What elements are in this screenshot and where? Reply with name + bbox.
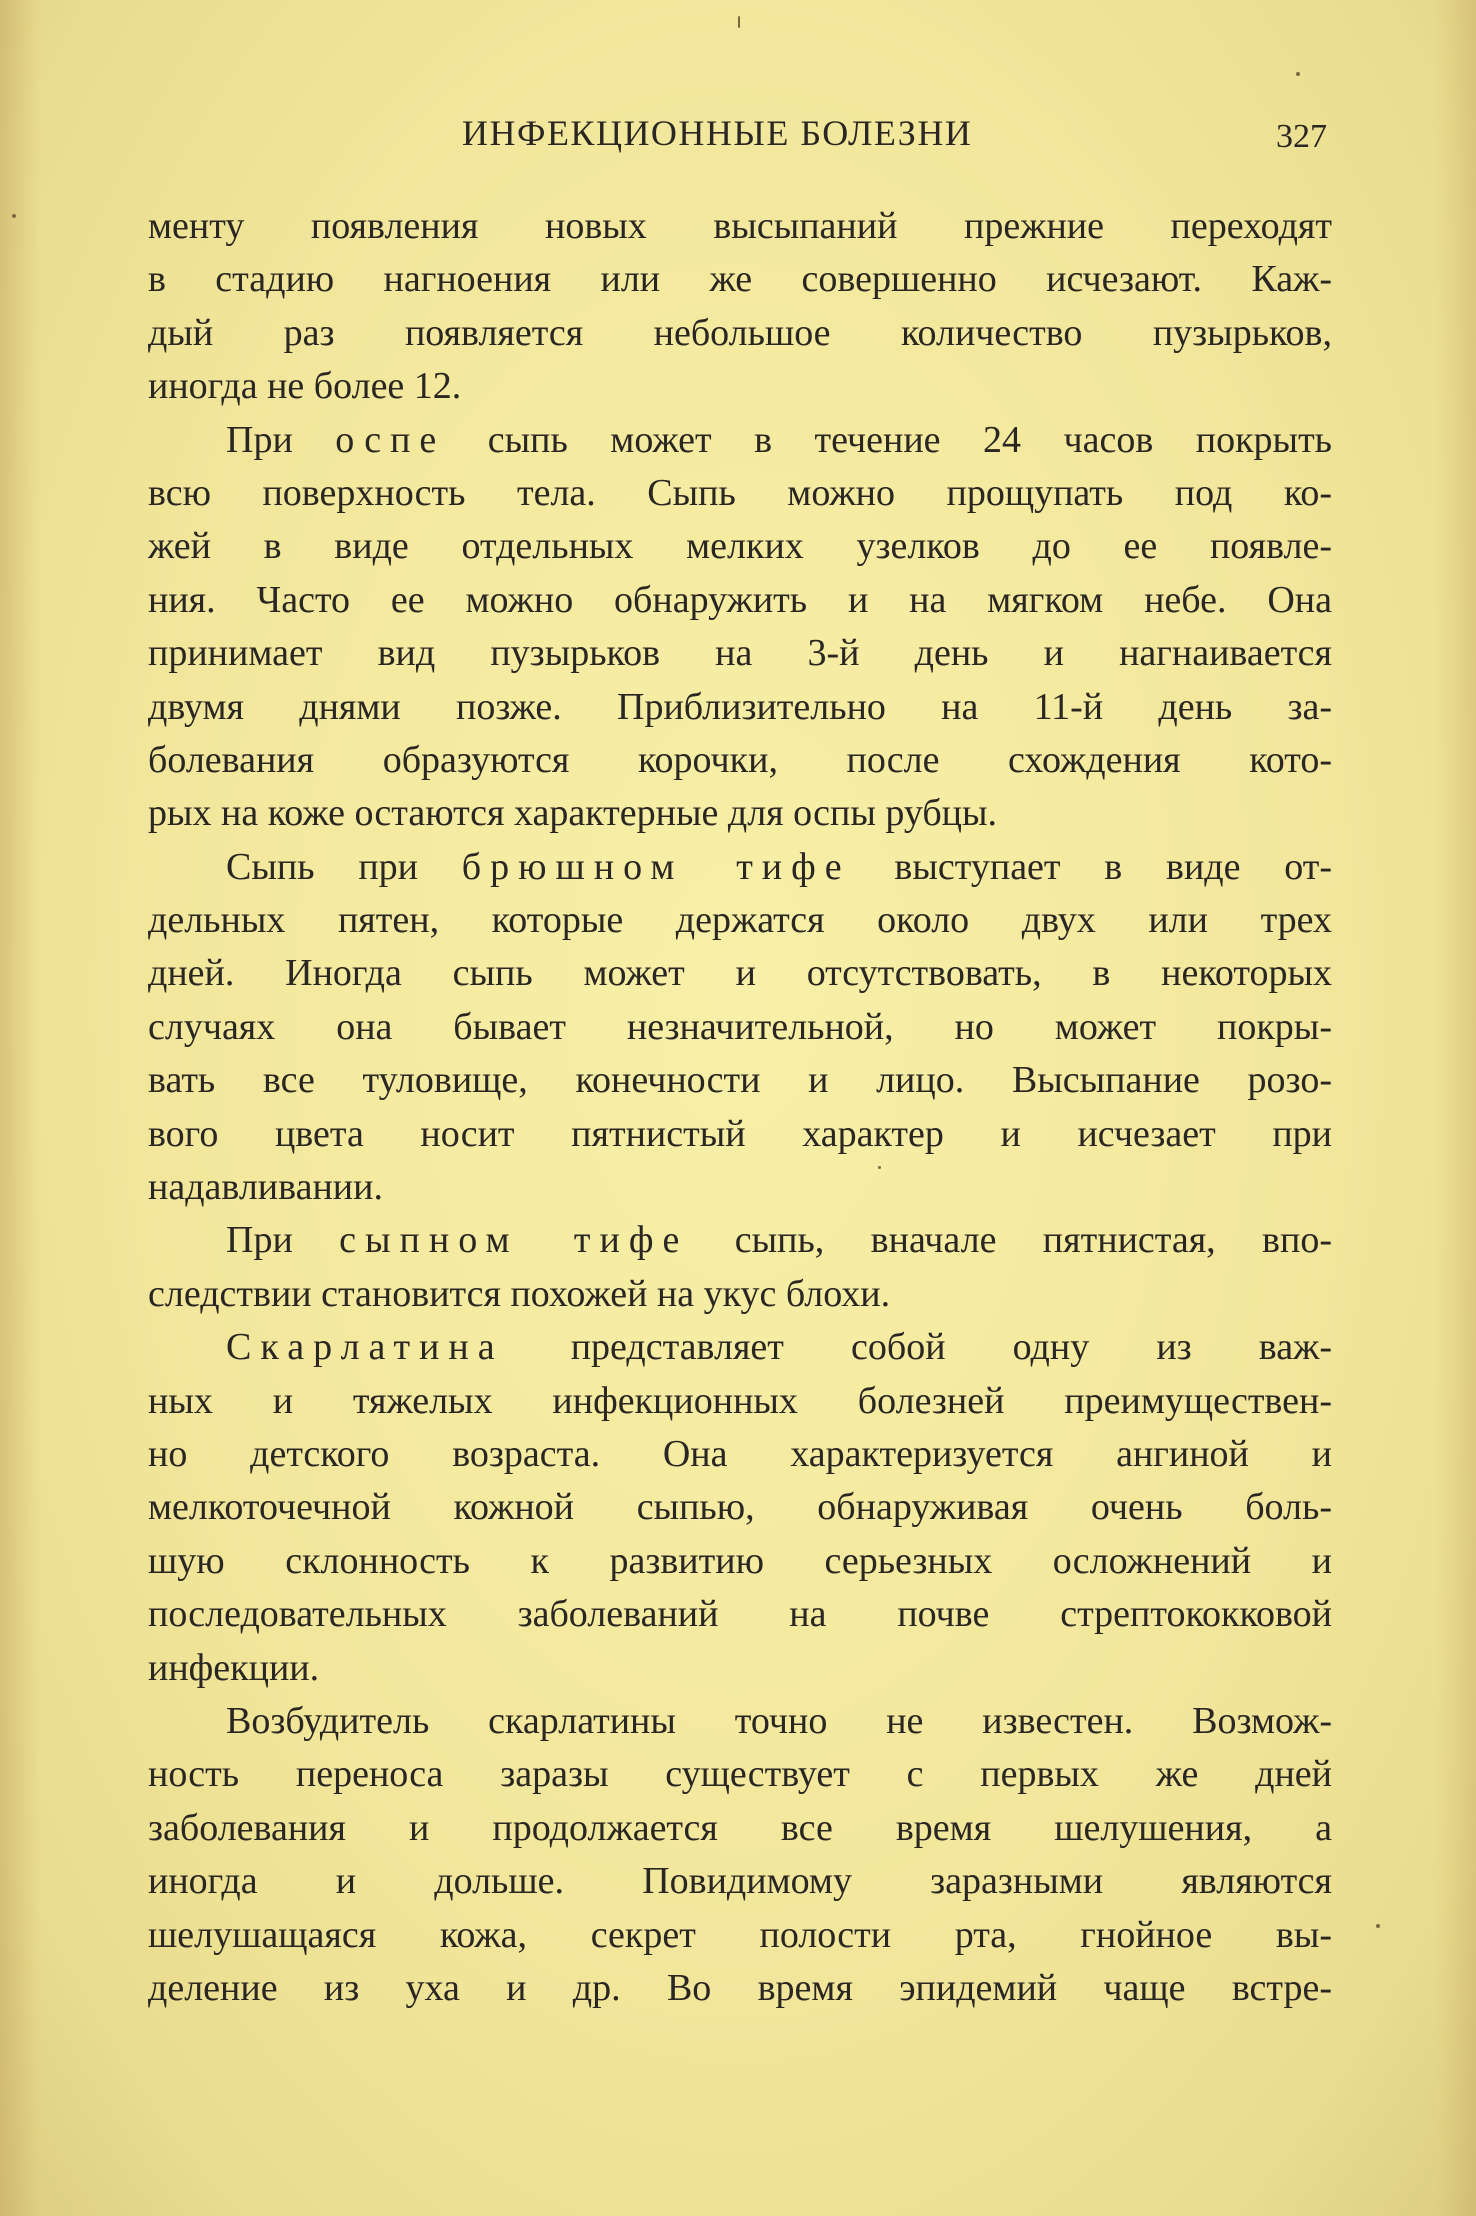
text-line: жей в виде отдельных мелких узелков до ее появле- (148, 525, 1332, 568)
text-run: Сыпь при (226, 845, 418, 888)
text-line: деление из уха и др. Во время эпидемий чаще встре- (148, 1966, 1332, 2009)
text-line: случаях она бывает незначительной, но может покры- (148, 1005, 1332, 1048)
text-line: дельных пятен, которые держатся около двух или трех (148, 899, 1332, 942)
emphasized-term: сыпном тифе (339, 1219, 689, 1262)
paper-speck (878, 1166, 881, 1169)
text-line: следствии становится похожей на укус блохи. (148, 1272, 891, 1315)
text-line: дней. Иногда сыпь может и отсутствовать, в некоторых (148, 952, 1332, 995)
running-title: ИНФЕКЦИОННЫЕ БОЛЕЗНИ (462, 113, 973, 153)
text-line: рых на коже остаются характерные для оспы рубцы. (148, 792, 998, 835)
text-line: ных и тяжелых инфекционных болезней преимуществен- (148, 1379, 1332, 1422)
text-line: последовательных заболеваний на почве стрептококковой (148, 1593, 1332, 1636)
body-text (148, 200, 1332, 2015)
text-run: выступает в виде от- (894, 845, 1333, 888)
paper-speck (1296, 72, 1300, 76)
text-line: принимает вид пузырьков на 3-й день и нагнаивается (148, 632, 1332, 675)
left-page-shadow (0, 0, 40, 2216)
text-line: ность переноса заразы существует с первых же дней (148, 1753, 1332, 1796)
text-line (148, 841, 1332, 894)
text-line: мелкоточечной кожной сыпью, обнаруживая очень боль- (148, 1486, 1332, 1529)
text-line (148, 1214, 1332, 1267)
paper-speck (1376, 1924, 1380, 1928)
text-line: менту появления новых высыпаний прежние переходят (148, 205, 1332, 247)
emphasized-term: Скарлатина (226, 1326, 504, 1369)
text-line (148, 1321, 1332, 1374)
text-run: При (226, 418, 293, 461)
right-page-shadow (1436, 0, 1476, 2216)
running-head (0, 112, 1476, 162)
text-line: Возбудитель скарлатины точно не известен. Возмож- (226, 1699, 1332, 1742)
text-line: ния. Часто ее можно обнаружить и на мягком небе. Она (148, 578, 1332, 621)
text-line: двумя днями позже. Приблизительно на 11-й день за- (148, 685, 1332, 728)
text-run: представляет собой одну из важ- (570, 1326, 1332, 1369)
text-line: шую склонность к развитию серьезных осложнений и (148, 1539, 1332, 1582)
text-line: вать все туловище, конечности и лицо. Высыпание розо- (148, 1059, 1332, 1102)
text-line (148, 414, 1332, 467)
text-line: болевания образуются корочки, после схождения кото- (148, 738, 1332, 781)
paper-speck (12, 214, 16, 218)
text-line: вого цвета носит пятнистый характер и исчезает при (148, 1112, 1332, 1155)
page-number: 327 (1276, 118, 1327, 155)
emphasized-term: брюшном тифе (461, 845, 851, 888)
text-line: надавливании. (148, 1166, 383, 1209)
text-run: сыпь, вначале пятнистая, впо- (734, 1219, 1332, 1262)
text-line: инфекции. (148, 1646, 320, 1689)
text-line: иногда не более 12. (148, 365, 462, 408)
text-line: всю поверхность тела. Сыпь можно прощупать под ко- (148, 471, 1332, 514)
text-run: При (226, 1219, 293, 1262)
text-run: сыпь может в течение 24 часов покрыть (487, 418, 1333, 461)
text-line: в стадию нагноения или же совершенно исчезают. Каж- (148, 258, 1332, 301)
text-line: шелушащаяся кожа, секрет полости рта, гнойное вы- (148, 1913, 1332, 1956)
text-line: дый раз появляется небольшое количество пузырьков, (148, 311, 1332, 354)
emphasized-term: оспе (335, 418, 446, 461)
text-line: заболевания и продолжается все время шелушения, а (148, 1806, 1332, 1849)
paper-speck (738, 16, 740, 28)
text-line: но детского возраста. Она характеризуется ангиной и (148, 1432, 1332, 1475)
text-line: иногда и дольше. Повидимому заразными являются (148, 1860, 1332, 1903)
